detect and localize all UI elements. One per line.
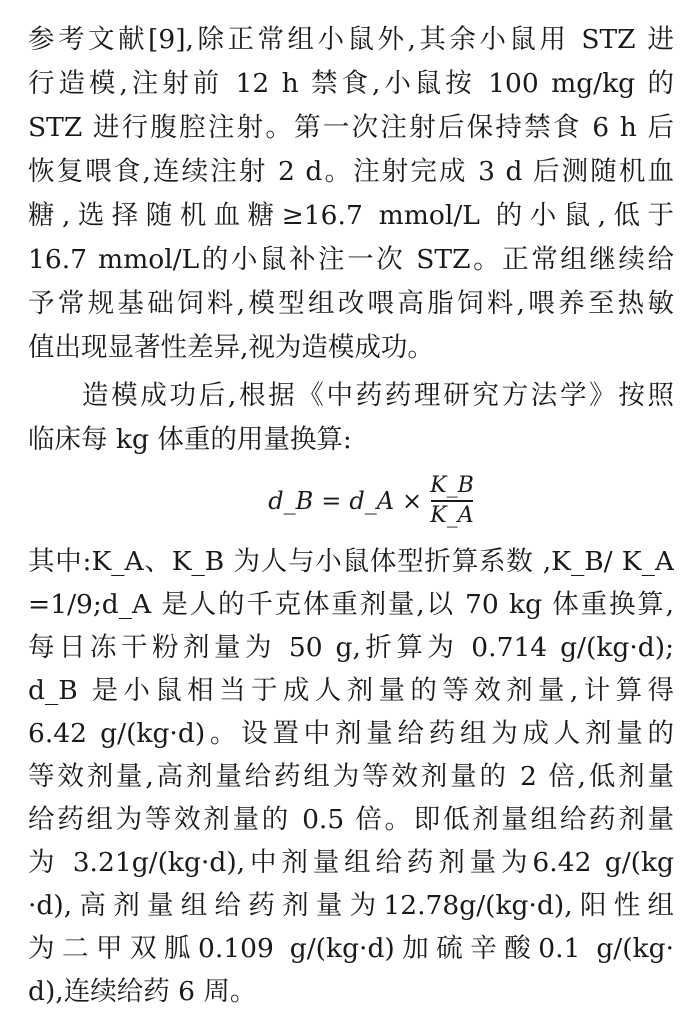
text-line: =1/9;d_A 是人的千克体重剂量,以 70 kg 体重换算, [28,589,674,620]
text-line: 临床每 kg 体重的用量换算: [28,424,352,455]
text-line: 为二甲双胍0.109 g/(kg·d)加硫辛酸0.1 g/(kg· [28,933,674,964]
text-line: 予常规基础饲料,模型组改喂高脂饲料,喂养至热敏 [28,288,674,319]
formula-numerator: K_B [430,473,474,499]
text-line: 每日冻干粉剂量为 50 g,折算为 0.714 g/(kg·d); [28,632,674,663]
formula-lhs: d_B [268,487,314,515]
formula-fraction [430,472,474,530]
text-line: 16.7 mmol/L的小鼠补注一次 STZ。正常组继续给 [28,244,674,275]
text-line: 等效剂量,高剂量给药组为等效剂量的 2 倍,低剂量 [28,761,674,792]
text-line: 糖,选择随机血糖≥16.7 mmol/L 的小鼠,低于 [28,200,674,231]
text-line: 6.42 g/(kg·d)。设置中剂量给药组为成人剂量的 [28,718,674,749]
text-line: STZ 进行腹腔注射。第一次注射后保持禁食 6 h 后 [28,112,674,143]
text-line: 造模成功后,根据《中药药理研究方法学》按照 [82,380,674,411]
document-page [28,18,674,1007]
text-line: 行造模,注射前 12 h 禁食,小鼠按 100 mg/kg 的 [28,68,674,99]
text-line: 参考文献[9],除正常组小鼠外,其余小鼠用 STZ 进 [28,24,674,55]
text-line: 给药组为等效剂量的 0.5 倍。即低剂量组给药剂量 [28,804,674,835]
formula-denominator: K_A [430,502,474,528]
text-line: 恢复喂食,连续注射 2 d。注射完成 3 d 后测随机血 [28,156,674,187]
text-line: 值出现显著性差异,视为造模成功。 [28,332,434,363]
text-line: d_B 是小鼠相当于成人剂量的等效剂量,计算得 [28,675,674,706]
formula-times: × [402,487,423,515]
dose-conversion-formula [28,466,674,536]
formula-equals: = [321,487,342,515]
formula-rhs-term: d_A [349,487,395,515]
text-line: 其中:K_A、K_B 为人与小鼠体型折算系数 ,K_B/ K_A [28,546,674,577]
text-line: ·d),高剂量组给药剂量为12.78g/(kg·d),阳性组 [28,890,674,921]
text-line: d),连续给药 6 周。 [28,976,257,1007]
text-line: 为 3.21g/(kg·d),中剂量组给药剂量为6.42 g/(kg [28,847,674,878]
